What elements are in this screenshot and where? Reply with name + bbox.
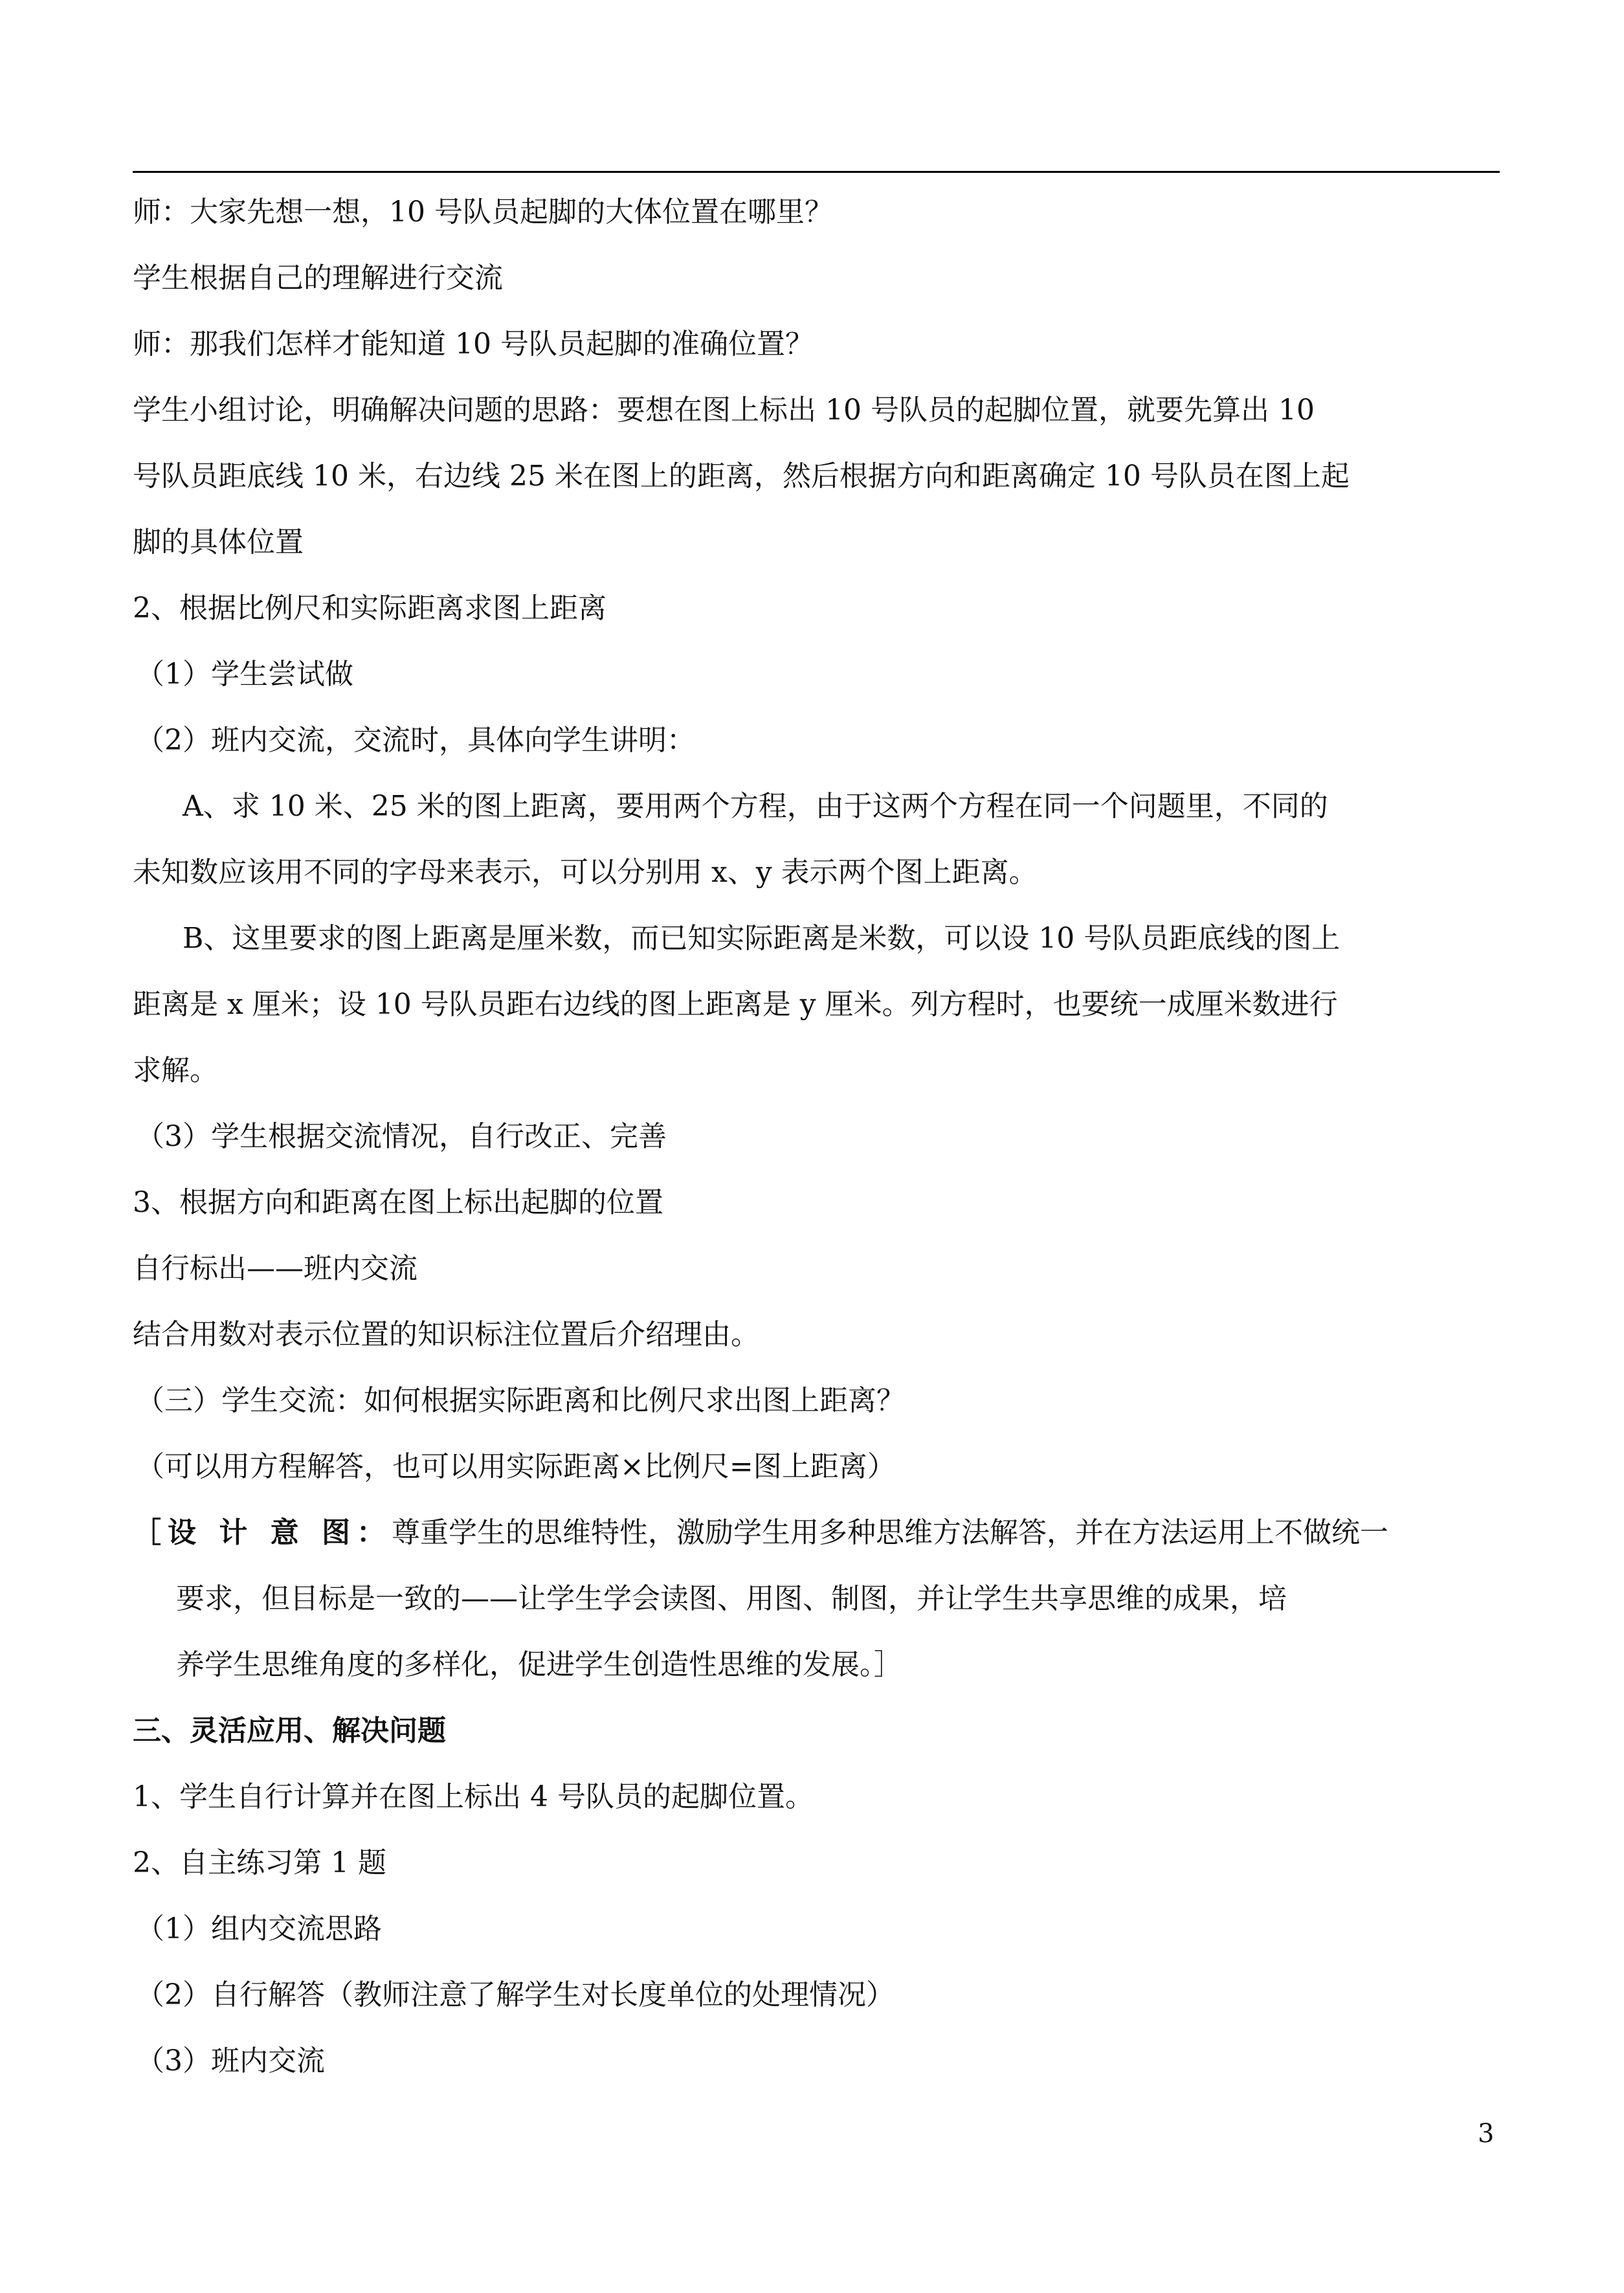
text-line: A、求 10 米、25 米的图上距离，要用两个方程，由于这两个方程在同一个问题里，不同的 xyxy=(183,790,1328,823)
text-line: （2）自行解答（教师注意了解学生对长度单位的处理情况） xyxy=(136,1978,895,2011)
text-line: B、这里要求的图上距离是厘米数，而已知实际距离是米数，可以设 10 号队员距底线的图上 xyxy=(183,922,1340,955)
design-intent-line: 要求，但目标是一致的——让学生学会读图、用图、制图，并让学生共享思维的成果，培 xyxy=(176,1582,1287,1615)
text-line: 2、根据比例尺和实际距离求图上距离 xyxy=(133,592,606,625)
text-line: 求解。 xyxy=(133,1054,218,1087)
header-rule xyxy=(133,171,1500,173)
text-line: （1）组内交流思路 xyxy=(136,1912,382,1945)
text-line: 2、自主练习第 1 题 xyxy=(133,1846,386,1879)
text-line: 距离是 x 厘米；设 10 号队员距右边线的图上距离是 y 厘米。列方程时，也要统一成厘米数进行 xyxy=(133,988,1338,1021)
text-line: 师：大家先想一想，10 号队员起脚的大体位置在哪里？ xyxy=(133,196,833,229)
text-line: （2）班内交流，交流时，具体向学生讲明： xyxy=(136,724,695,757)
text-line: （3）学生根据交流情况，自行改正、完善 xyxy=(136,1120,667,1153)
text-line: 学生根据自己的理解进行交流 xyxy=(133,262,503,295)
text-line: 号队员距底线 10 米，右边线 25 米在图上的距离，然后根据方向和距离确定 10 号队员在图上起 xyxy=(133,460,1350,493)
text-line: 师：那我们怎样才能知道 10 号队员起脚的准确位置？ xyxy=(133,328,814,361)
text-line: （三）学生交流：如何根据实际距离和比例尺求出图上距离？ xyxy=(136,1384,905,1417)
design-intent-label: ［设 计 意 图： xyxy=(133,1516,392,1549)
page-number: 3 xyxy=(1478,2119,1495,2149)
text-line: （1）学生尝试做 xyxy=(136,658,353,691)
text-line: 结合用数对表示位置的知识标注位置后介绍理由。 xyxy=(133,1318,759,1351)
text-line: （3）班内交流 xyxy=(136,2044,325,2077)
section-heading: 三、灵活应用、解决问题 xyxy=(133,1714,446,1747)
text-line: 1、学生自行计算并在图上标出 4 号队员的起脚位置。 xyxy=(133,1780,814,1813)
design-intent-text: 尊重学生的思维特性，激励学生用多种思维方法解答，并在方法运用上不做统一 xyxy=(391,1516,1388,1549)
text-line: 学生小组讨论，明确解决问题的思路：要想在图上标出 10 号队员的起脚位置，就要先算出 10 xyxy=(133,394,1315,427)
text-line: 脚的具体位置 xyxy=(133,526,304,559)
text-line: 3、根据方向和距离在图上标出起脚的位置 xyxy=(133,1186,663,1219)
text-line: （可以用方程解答，也可以用实际距离×比例尺=图上距离） xyxy=(136,1450,896,1483)
design-intent-line xyxy=(133,1514,1388,1552)
design-intent-line: 养学生思维角度的多样化，促进学生创造性思维的发展。］ xyxy=(176,1648,902,1681)
text-line: 自行标出——班内交流 xyxy=(133,1252,417,1285)
text-line: 未知数应该用不同的字母来表示，可以分别用 x、y 表示两个图上距离。 xyxy=(133,856,1038,889)
